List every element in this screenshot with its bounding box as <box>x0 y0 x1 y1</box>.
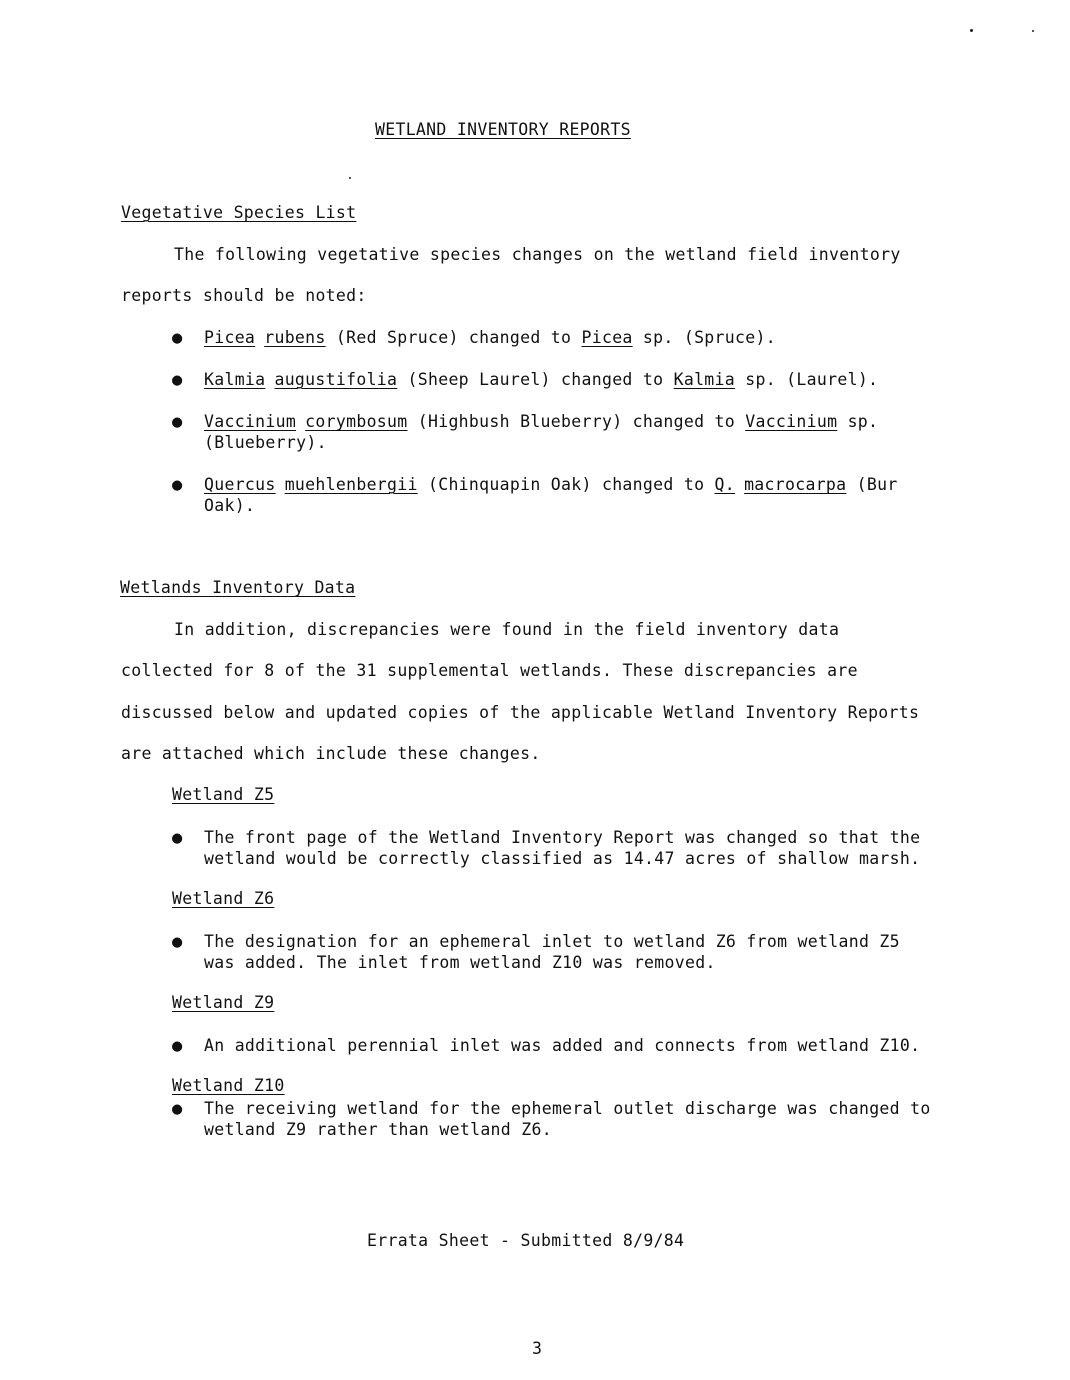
para-line: discussed below and updated copies of the applicable Wetland Inventory Reports <box>121 703 920 722</box>
species-item <box>204 411 878 453</box>
page-title: WETLAND INVENTORY REPORTS <box>375 120 631 139</box>
species-new-genus: Picea <box>581 328 633 347</box>
page-number: 3 <box>532 1339 543 1358</box>
species-epithet: corymbosum <box>305 412 408 431</box>
species-change-text: (Red Spruce) changed to <box>325 328 582 347</box>
species-change-tail: sp. (Laurel). <box>735 370 879 389</box>
scan-speck <box>1032 30 1034 32</box>
species-item <box>204 327 776 348</box>
species-change-tail: sp. (Spruce). <box>632 328 776 347</box>
species-line-2: Oak). <box>204 496 256 515</box>
bullet-icon: ● <box>172 412 183 432</box>
species-new-genus: Vaccinium <box>745 412 838 431</box>
wetland-note <box>204 1098 931 1140</box>
scan-speck <box>349 177 351 179</box>
species-epithet: muehlenbergii <box>284 475 418 494</box>
bullet-icon: ● <box>172 932 183 952</box>
note-line: The designation for an ephemeral inlet to wetland Z6 from wetland Z5 <box>204 932 900 951</box>
section-heading-vegetative: Vegetative Species List <box>121 203 357 222</box>
para-line: In addition, discrepancies were found in the field inventory data <box>174 620 840 639</box>
bullet-icon: ● <box>172 475 183 495</box>
footer-errata: Errata Sheet - Submitted 8/9/84 <box>367 1231 685 1250</box>
species-change-tail: sp. <box>837 412 879 431</box>
species-item <box>204 369 878 390</box>
section-heading-inventory-data: Wetlands Inventory Data <box>120 578 356 597</box>
species-genus: Quercus <box>204 475 276 494</box>
note-line: The receiving wetland for the ephemeral outlet discharge was changed to <box>204 1099 931 1118</box>
species-change-tail: (Bur <box>846 475 898 494</box>
note-line: was added. The inlet from wetland Z10 was removed. <box>204 953 716 972</box>
species-genus: Kalmia <box>204 370 266 389</box>
species-genus: Picea <box>204 328 256 347</box>
species-epithet: rubens <box>264 328 326 347</box>
wetland-note <box>204 1035 920 1056</box>
para-line: are attached which include these changes. <box>121 744 541 763</box>
note-line: An additional perennial inlet was added and connects from wetland Z10. <box>204 1036 921 1055</box>
species-new-epithet: macrocarpa <box>744 475 847 494</box>
species-change-text: (Sheep Laurel) changed to <box>397 370 674 389</box>
scan-speck <box>970 29 973 32</box>
para-line: collected for 8 of the 31 supplemental wetlands. These discrepancies are <box>121 661 858 680</box>
species-new-genus: Kalmia <box>673 370 736 389</box>
wetland-heading-z6: Wetland Z6 <box>172 889 275 908</box>
bullet-icon: ● <box>172 328 183 348</box>
note-line: wetland Z9 rather than wetland Z6. <box>204 1120 552 1139</box>
species-line-2: (Blueberry). <box>204 433 327 452</box>
species-change-text: (Chinquapin Oak) changed to <box>417 475 715 494</box>
bullet-icon: ● <box>172 828 183 848</box>
species-item <box>204 474 898 516</box>
bullet-icon: ● <box>172 1036 183 1056</box>
wetland-heading-z9: Wetland Z9 <box>172 993 275 1012</box>
note-line: wetland would be correctly classified as 14.47 acres of shallow marsh. <box>204 849 921 868</box>
species-genus: Vaccinium <box>204 412 297 431</box>
wetland-note <box>204 931 900 973</box>
species-new-abbr: Q. <box>714 475 735 494</box>
wetland-heading-z10: Wetland Z10 <box>172 1076 285 1095</box>
note-line: The front page of the Wetland Inventory Report was changed so that the <box>204 828 921 847</box>
species-change-text: (Highbush Blueberry) changed to <box>407 412 746 431</box>
species-epithet: augustifolia <box>274 370 398 389</box>
intro-line-1: The following vegetative species changes on the wetland field inventory <box>174 245 901 264</box>
bullet-icon: ● <box>172 1099 183 1119</box>
wetland-note <box>204 827 920 869</box>
bullet-icon: ● <box>172 370 183 390</box>
wetland-heading-z5: Wetland Z5 <box>172 785 275 804</box>
intro-line-2: reports should be noted: <box>121 286 367 305</box>
